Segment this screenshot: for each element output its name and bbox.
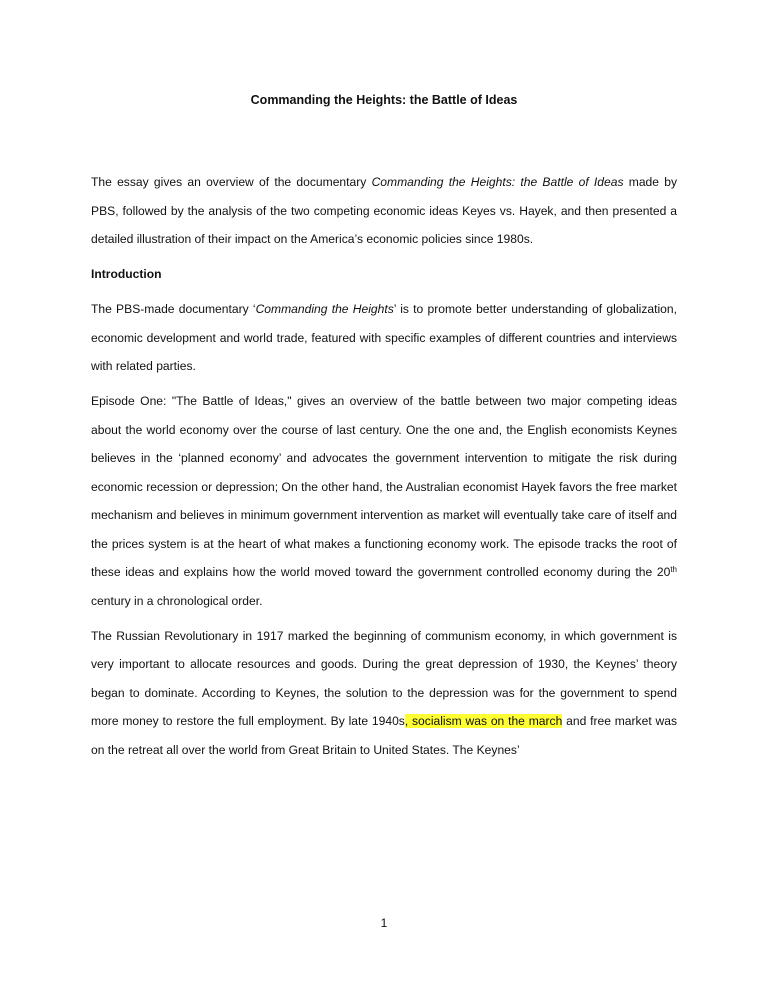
intro-text-1: The PBS-made documentary ‘ — [91, 302, 256, 316]
abstract-text-1: The essay gives an overview of the documentary — [91, 175, 372, 189]
abstract-paragraph — [91, 168, 677, 254]
page-number: 1 — [380, 916, 388, 930]
introduction-heading: Introduction — [91, 267, 162, 281]
russian-paragraph — [91, 622, 677, 765]
episode-superscript: th — [670, 565, 677, 574]
abstract-text-2: made by PBS, followed by the analysis of the two competing economic ideas Keyes vs. Hayek, and then presented a detailed illustration of their impact on the America’s economic policies since 1980s. — [91, 175, 678, 246]
intro-text-2: ’ is to promote better understanding of globalization, economic development and world trade, featured with specific examples of different countries and interviews with related parties. — [91, 302, 677, 373]
document-title: Commanding the Heights: the Battle of Ideas — [250, 93, 518, 107]
russian-text-2: and free market was on the retreat all over the world from Great Britain to United States. The Keynes’ — [91, 714, 677, 757]
intro-paragraph — [91, 295, 677, 381]
episode-text-2: century in a chronological order. — [91, 593, 263, 608]
episode-text-1: Episode One: "The Battle of Ideas," gives an overview of the battle between two major competing ideas about the world economy over the course of last century. One the one and, the English economists Keynes believes in the ‘planned economy’ and advocates the government intervention to mitigate the risk during economic recession or depression; On the other hand, the Australian economist Hayek favors the free market mechanism and believes in minimum government intervention as market will eventually take care of itself and the prices system is at the heart of what makes a functioning economy work. The episode tracks the root of these ideas and explains how the world moved toward the government controlled economy during the 20 — [91, 394, 677, 579]
russian-text-1: The Russian Revolutionary in 1917 marked the beginning of communism economy, in which government is very important to allocate resources and goods. During the great depression of 1930, the Keynes’ theory began to dominate. According to Keynes, the solution to the depression was for the government to spend more money to restore the full employment. By late 1940s — [91, 628, 677, 728]
highlighted-text: , socialism was on the march — [404, 714, 563, 728]
episode-paragraph — [91, 387, 677, 615]
intro-documentary-title: Commanding the Heights — [255, 302, 394, 316]
document-body — [91, 168, 677, 764]
abstract-documentary-title: Commanding the Heights: the Battle of Ideas — [371, 175, 624, 189]
